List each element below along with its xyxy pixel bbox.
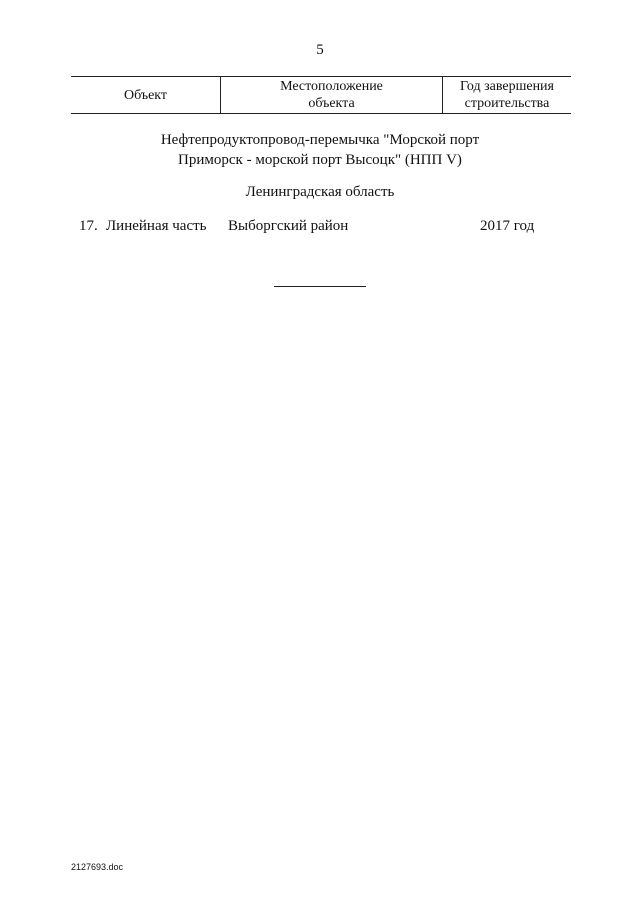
header-year-line1: Год завершения xyxy=(460,79,554,94)
row-location: Выборгский район xyxy=(228,218,349,234)
header-year xyxy=(443,77,571,113)
row-object: Линейная часть xyxy=(106,218,207,234)
row-number: 17. xyxy=(79,218,98,234)
header-location-line2: объекта xyxy=(308,96,355,111)
header-year-line2: строительства xyxy=(464,96,550,111)
table-row xyxy=(0,218,640,238)
document-id: 2127693.doc xyxy=(71,862,124,872)
section-title xyxy=(0,130,640,170)
row-year: 2017 год xyxy=(480,218,535,234)
page-number: 5 xyxy=(316,42,324,58)
region-heading: Ленинградская область xyxy=(245,184,395,200)
section-title-line1: Нефтепродуктопровод-перемычка "Морской порт xyxy=(160,132,480,148)
header-object xyxy=(71,77,221,113)
header-location xyxy=(221,77,443,113)
header-location-line1: Местоположение xyxy=(280,79,383,94)
section-title-line2: Приморск - морской порт Высоцк" (НПП V) xyxy=(178,152,462,168)
table-header xyxy=(71,76,571,114)
end-divider xyxy=(274,286,366,287)
header-object-label: Объект xyxy=(123,87,168,103)
